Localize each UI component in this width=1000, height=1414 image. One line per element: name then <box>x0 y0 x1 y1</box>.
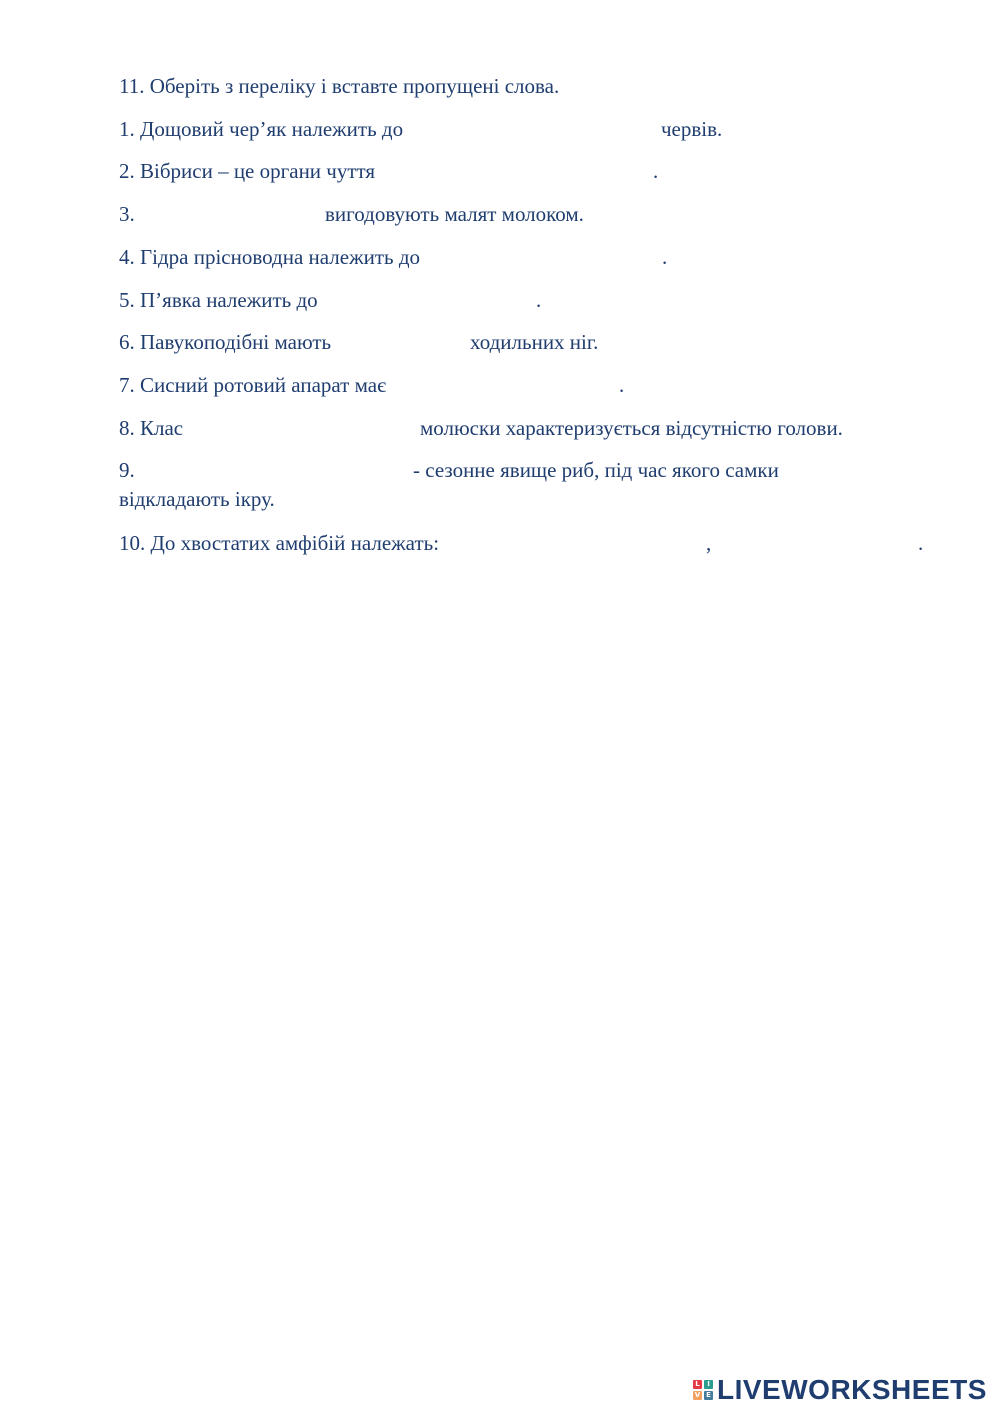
task-title-text: 11. Оберіть з переліку і вставте пропущені слова. <box>119 74 560 98</box>
sentence-4-end: . <box>662 245 668 269</box>
logo-text: LIVEWORKSHEETS <box>717 1374 987 1405</box>
sentence-1-end: червів. <box>661 117 723 141</box>
answer-blank-10b[interactable] <box>717 532 915 556</box>
logo-mark-icon <box>693 1380 713 1400</box>
sentence-10-comma: , <box>706 531 712 555</box>
sentence-7-start: 7. Сисний ротовий апарат має <box>119 373 387 397</box>
sentence-9-continuation: відкладають ікру. <box>119 487 275 511</box>
sentence-9-start: 9. <box>119 458 135 482</box>
liveworksheets-logo <box>693 1375 987 1405</box>
answer-blank-5[interactable] <box>347 289 533 313</box>
sentence-9-end: - сезонне явище риб, під час якого самки <box>413 458 779 482</box>
answer-blank-2[interactable] <box>411 160 649 184</box>
answer-blank-6[interactable] <box>363 331 463 355</box>
sentence-10-end: . <box>918 531 924 555</box>
answer-blank-4[interactable] <box>461 246 657 270</box>
sentence-2-end: . <box>653 159 659 183</box>
sentence-8-start: 8. Клас <box>119 416 184 440</box>
answer-blank-7[interactable] <box>419 374 615 398</box>
sentence-8-end: молюски характеризується відсутністю голови. <box>420 416 843 440</box>
answer-blank-8[interactable] <box>195 417 413 441</box>
logo-mark-v: V <box>694 1391 701 1399</box>
logo-mark-e: E <box>704 1391 713 1400</box>
sentence-3-start: 3. <box>119 202 135 226</box>
sentence-5-end: . <box>536 288 542 312</box>
sentence-6-end: ходильних ніг. <box>470 330 599 354</box>
sentence-7-end: . <box>619 373 625 397</box>
sentence-2-start: 2. Вібриси – це органи чуття <box>119 159 376 183</box>
answer-blank-9[interactable] <box>143 459 411 483</box>
answer-blank-3[interactable] <box>143 203 319 227</box>
sentence-6-start: 6. Павукоподібні мають <box>119 330 332 354</box>
sentence-10-start: 10. До хвостатих амфібій належать: <box>119 531 440 555</box>
sentence-5-start: 5. П’явка належить до <box>119 288 318 312</box>
sentence-4-start: 4. Гідра прісноводна належить до <box>119 245 421 269</box>
sentence-3-end: вигодовують малят молоком. <box>325 202 584 226</box>
logo-mark-l: L <box>693 1380 702 1389</box>
answer-blank-1[interactable] <box>441 118 657 142</box>
answer-blank-10a[interactable] <box>483 532 703 556</box>
logo-mark-i: I <box>704 1380 713 1389</box>
sentence-1-start: 1. Дощовий чер’як належить до <box>119 117 404 141</box>
